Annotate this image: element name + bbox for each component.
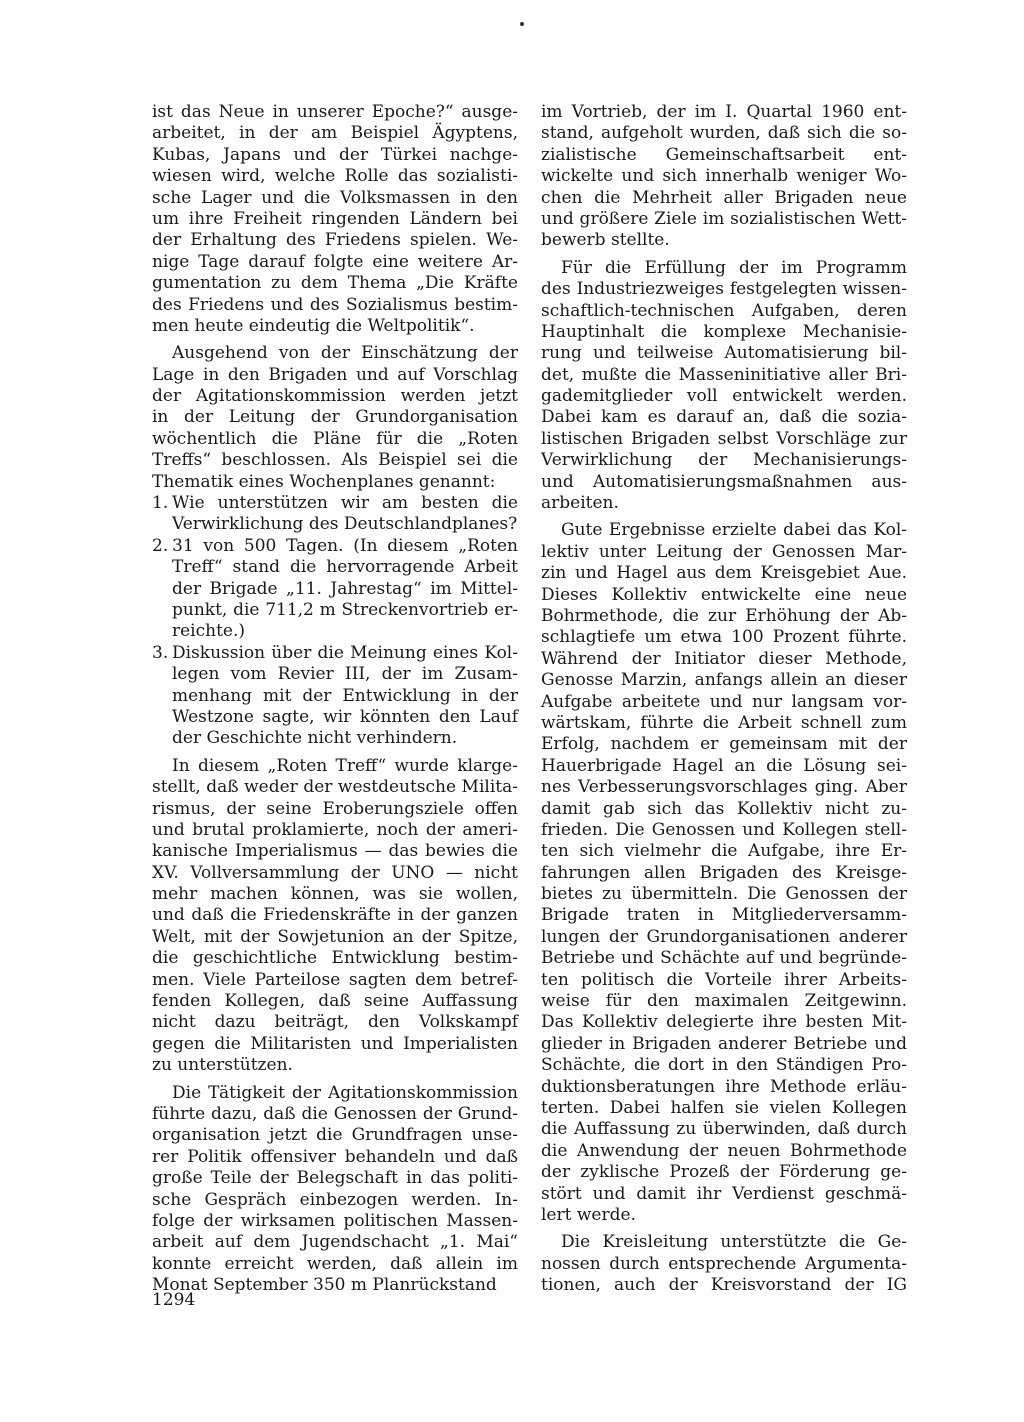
text-line: Die Kreisleitung unterstützte die Ge- — [561, 1232, 907, 1253]
list-item-first-line — [152, 493, 518, 514]
text-line: zu unterstützen. — [152, 1055, 293, 1076]
text-line: Monat September 350 m Planrückstand — [152, 1275, 497, 1296]
text-line: Brigade traten in Mitgliederversamm- — [541, 905, 907, 926]
text-line: ten politisch die Vorteile ihrer Arbeits- — [541, 969, 907, 990]
text-line: glieder in Brigaden anderer Betriebe und — [541, 1033, 907, 1054]
text-line: der Erhaltung des Friedens spielen. We- — [152, 230, 518, 251]
list-item-line: Treff“ stand die hervorragende Arbeit — [172, 557, 518, 578]
text-line: det, mußte die Masseninitiative aller Bri- — [541, 364, 907, 385]
right-column — [541, 102, 907, 1296]
text-line: nicht dazu beiträgt, den Volkskampf — [152, 1012, 518, 1033]
text-line: wiesen wird, welche Rolle das sozialisti- — [152, 166, 518, 187]
text-line: konnte erreicht werden, daß allein im — [152, 1253, 518, 1274]
text-line: fenden Kollegen, daß seine Auffassung — [152, 991, 518, 1012]
text-line: folge der wirksamen politischen Massen- — [152, 1210, 518, 1231]
text-line: die Anwendung der neuen Bohrmethode — [541, 1140, 907, 1161]
text-line: kanische Imperialismus — das bewies die — [152, 841, 518, 862]
text-line: gademitglieder voll entwickelt werden. — [541, 386, 907, 407]
text-line: bietes zu übermitteln. Die Genossen der — [541, 884, 907, 905]
text-line: frieden. Die Genossen und Kollegen stell- — [541, 819, 907, 840]
text-line: schlagtiefe um etwa 100 Prozent führte. — [541, 627, 907, 648]
text-line: damit gab sich das Kollektiv nicht zu- — [541, 798, 907, 819]
text-line: gegen die Militaristen und Imperialisten — [152, 1033, 518, 1054]
text-line: Erfolg, nachdem er gemeinsam mit der — [541, 734, 907, 755]
text-line: zialistische Gemeinschaftsarbeit ent- — [541, 144, 907, 165]
text-line: große Teile der Belegschaft in das politi- — [152, 1168, 518, 1189]
text-line: Lage in den Brigaden und auf Vorschlag — [152, 364, 518, 385]
paragraph — [152, 1083, 518, 1297]
paragraph — [152, 756, 518, 1077]
text-line: Ausgehend von der Einschätzung der — [172, 343, 518, 364]
text-line: in der Leitung der Grundorganisation — [152, 407, 518, 428]
paragraph — [152, 102, 518, 337]
text-line: lert werde. — [541, 1204, 636, 1225]
text-line: sche Gespräch einbezogen werden. In- — [152, 1189, 518, 1210]
list-item-line: punkt, die 711,2 m Streckenvortrieb er- — [172, 599, 518, 620]
text-line: Gute Ergebnisse erzielte dabei das Kol- — [561, 520, 907, 541]
text-line: Genosse Marzin, anfangs allein an dieser — [541, 670, 907, 691]
text-line: nes Verbesserungsvorschlages ging. Aber — [541, 777, 907, 798]
text-line: terten. Dabei halfen sie vielen Kollegen — [541, 1097, 907, 1118]
text-line: Aufgabe arbeitete und nur langsam vor- — [541, 691, 907, 712]
text-line: der zyklische Prozeß der Förderung ge- — [541, 1162, 907, 1183]
text-line: Für die Erfüllung der im Programm — [561, 257, 907, 278]
text-line: zin und Hagel aus dem Kreisgebiet Aue. — [541, 563, 907, 584]
text-line: chen die Mehrheit aller Brigaden neue — [541, 187, 907, 208]
text-line: Thematik eines Wochenplanes genannt: — [152, 471, 496, 492]
list-item — [152, 493, 518, 536]
list-item-line: der Brigade „11. Jahrestag“ im Mittel- — [172, 578, 518, 599]
text-line: Bohrmethode, die zur Erhöhung der Ab- — [541, 605, 907, 626]
paragraph — [152, 343, 518, 493]
text-line: rung und teilweise Automatisierung bil- — [541, 343, 907, 364]
text-line: und größere Ziele im sozialistischen Wett- — [541, 208, 907, 229]
text-line: Das Kollektiv delegierte ihre besten Mit- — [541, 1012, 907, 1033]
printing-speck — [520, 22, 524, 26]
text-line: Hauptinhalt die komplexe Mechanisie- — [541, 321, 907, 342]
paragraph — [541, 520, 907, 1226]
text-line: um ihre Freiheit ringenden Ländern bei — [152, 208, 518, 229]
text-line: und daß die Friedenskräfte in der ganzen — [152, 905, 518, 926]
text-line: arbeiten. — [541, 493, 619, 514]
text-line: wärtskam, führte die Arbeit schnell zum — [541, 712, 907, 733]
text-line: weise für den maximalen Zeitgewinn. — [541, 991, 907, 1012]
text-line: rer Politik offensiver behandeln und daß — [152, 1146, 518, 1167]
text-line: Treffs“ beschlossen. Als Beispiel sei die — [152, 450, 518, 471]
text-line: führte dazu, daß die Genossen der Grund- — [152, 1103, 518, 1124]
paragraph — [541, 102, 907, 252]
text-line: arbeitet, in der am Beispiel Ägyptens, — [152, 123, 518, 144]
text-line: Dieses Kollektiv entwickelte eine neue — [541, 584, 907, 605]
text-line: organisation jetzt die Grundfragen unse- — [152, 1125, 518, 1146]
text-line: die Auffassung zu überwinden, daß durch — [541, 1119, 907, 1140]
list-text: Wie unterstützen wir am besten die — [172, 493, 518, 514]
text-line: Die Tätigkeit der Agitationskommission — [172, 1082, 518, 1103]
text-line: der Agitationskommission werden jetzt — [152, 386, 518, 407]
text-line: sche Lager und die Volksmassen in den — [152, 187, 518, 208]
text-line: bewerb stellte. — [541, 230, 670, 251]
text-line: ist das Neue in unserer Epoche?“ ausge- — [152, 102, 518, 122]
text-line: men. Viele Parteilose sagten dem betref- — [152, 969, 518, 990]
text-line: arbeit auf dem Jugendschacht „1. Mai“ — [152, 1232, 518, 1253]
text-line: stand, aufgeholt wurden, daß sich die so- — [541, 123, 907, 144]
list-text: 31 von 500 Tagen. (In diesem „Roten — [172, 535, 518, 556]
text-line: Hauerbrigade Hagel an die Lösung sei- — [541, 755, 907, 776]
list-item-first-line — [152, 643, 518, 664]
list-number: 3. — [152, 642, 169, 663]
list-item-line: der Geschichte nicht verhindern. — [172, 728, 458, 749]
numbered-list — [152, 493, 518, 750]
page-number: 1294 — [152, 1290, 196, 1310]
text-line: Dabei kam es darauf an, daß die sozia- — [541, 407, 907, 428]
text-line: Kubas, Japans und der Türkei nachge- — [152, 144, 518, 165]
list-number: 1. — [152, 493, 169, 514]
text-line: stört und damit ihr Verdienst geschmä- — [541, 1183, 907, 1204]
list-item — [152, 643, 518, 750]
text-line: In diesem „Roten Treff“ wurde klarge- — [172, 755, 518, 776]
text-line: rismus, der seine Eroberungsziele offen — [152, 798, 518, 819]
text-line: des Industriezweiges festgelegten wissen- — [541, 279, 907, 300]
text-line: und Automatisierungsmaßnahmen aus- — [541, 471, 907, 492]
list-item — [152, 536, 518, 643]
text-line: nige Tage darauf folgte eine weitere Ar- — [152, 251, 518, 272]
text-line: men heute eindeutig die Weltpolitik“. — [152, 315, 475, 336]
text-line: lungen der Grundorganisationen anderer — [541, 926, 907, 947]
text-line: Welt, mit der Sowjetunion an der Spitze, — [152, 926, 518, 947]
text-line: tionen, auch der Kreisvorstand der IG — [541, 1275, 907, 1296]
paragraph — [541, 1232, 907, 1296]
paragraph — [541, 258, 907, 515]
text-line: Betriebe und Schächte auf und begründe- — [541, 948, 907, 969]
list-item-line: legen vom Revier III, der im Zusam- — [172, 664, 518, 685]
text-line: stellt, daß weder der westdeutsche Milita- — [152, 777, 518, 798]
text-line: und brutal proklamierte, noch der ameri- — [152, 819, 518, 840]
text-line: im Vortrieb, der im I. Quartal 1960 ent- — [541, 102, 907, 122]
text-line: die geschichtliche Entwicklung bestim- — [152, 948, 518, 969]
list-item-first-line — [152, 536, 518, 557]
list-item-line: menhang mit der Entwicklung in der — [172, 685, 518, 706]
text-line: duktionsberatungen ihre Methode erläu- — [541, 1076, 907, 1097]
text-line: XV. Vollversammlung der UNO — nicht — [152, 862, 518, 883]
text-line: ten sich vielmehr die Aufgabe, ihre Er- — [541, 841, 907, 862]
list-text: Diskussion über die Meinung eines Kol- — [172, 642, 518, 663]
list-item-line: Verwirklichung des Deutschlandplanes? — [172, 514, 518, 535]
text-line: Verwirklichung der Mechanisierungs- — [541, 450, 907, 471]
list-item-line: Westzone sagte, wir könnten den Lauf — [172, 706, 518, 727]
text-line: gumentation zu dem Thema „Die Kräfte — [152, 273, 518, 294]
text-line: Während der Initiator dieser Methode, — [541, 648, 907, 669]
text-line: wöchentlich die Pläne für die „Roten — [152, 428, 518, 449]
text-line: nossen durch entsprechende Argumenta- — [541, 1253, 907, 1274]
list-number: 2. — [152, 535, 169, 556]
text-line: wickelte und sich innerhalb weniger Wo- — [541, 166, 907, 187]
text-line: lektiv unter Leitung der Genossen Mar- — [541, 541, 907, 562]
left-column — [152, 102, 518, 1296]
text-line: mehr machen können, was sie wollen, — [152, 884, 518, 905]
text-line: Schächte, die dort in den Ständigen Pro- — [541, 1055, 907, 1076]
text-line: listischen Brigaden selbst Vorschläge zur — [541, 428, 907, 449]
text-line: schaftlich-technischen Aufgaben, deren — [541, 300, 907, 321]
text-line: fahrungen allen Brigaden des Kreisge- — [541, 862, 907, 883]
list-item-line: reichte.) — [172, 621, 246, 642]
text-line: des Friedens und des Sozialismus bestim- — [152, 294, 518, 315]
